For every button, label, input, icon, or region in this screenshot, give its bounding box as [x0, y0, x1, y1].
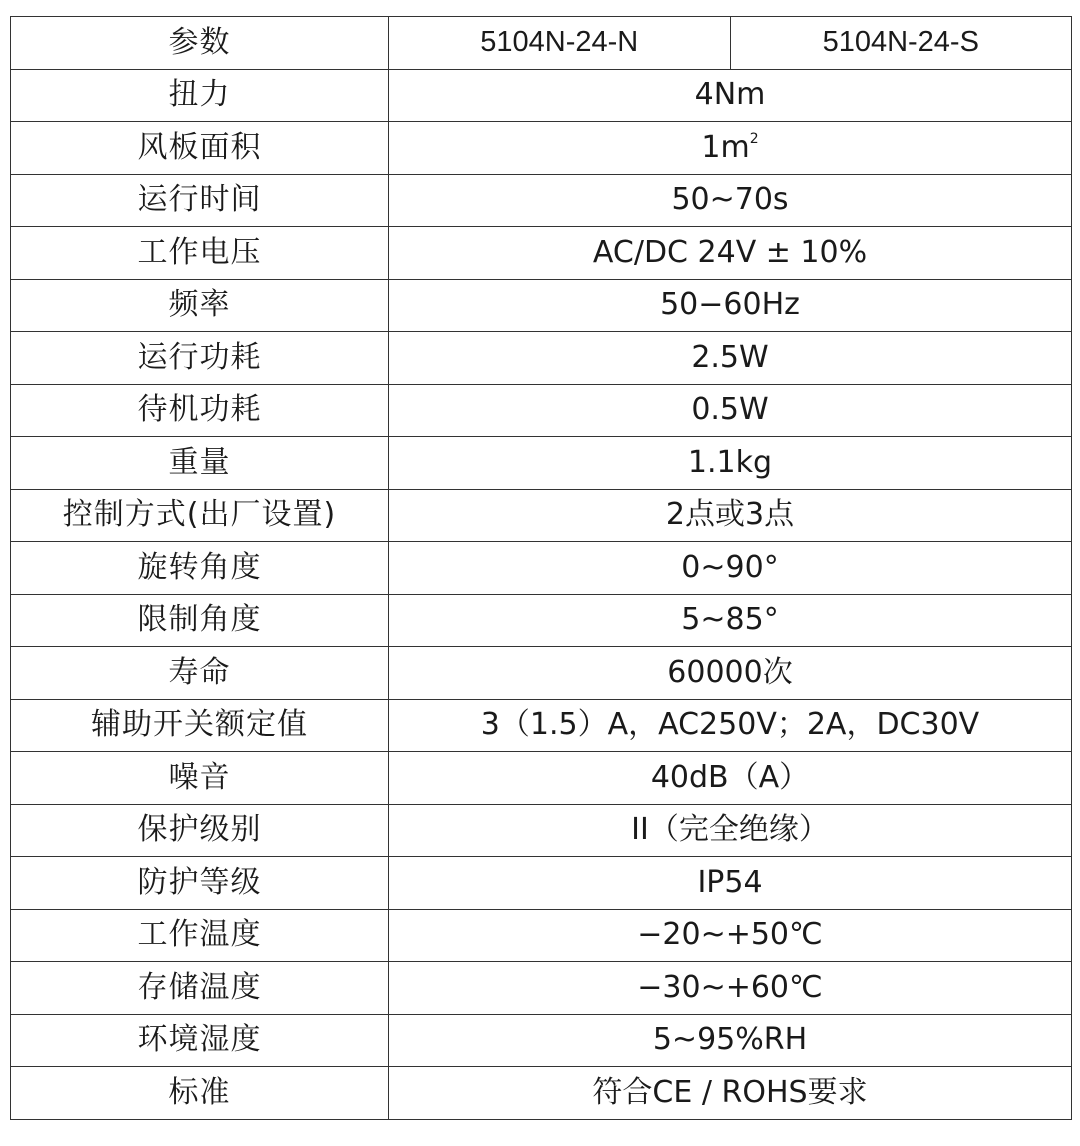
- param-name: 限制角度: [11, 594, 389, 647]
- value-text: 1m: [701, 129, 750, 165]
- param-name: 运行功耗: [11, 332, 389, 385]
- table-row: [11, 542, 1072, 595]
- param-value: 4Nm: [389, 69, 1072, 122]
- param-name: 控制方式(出厂设置): [11, 489, 389, 542]
- table-row: [11, 1014, 1072, 1067]
- spec-table: [10, 16, 1072, 1120]
- param-value: 0~90°: [389, 542, 1072, 595]
- param-value: IP54: [389, 857, 1072, 910]
- param-name: 防护等级: [11, 857, 389, 910]
- table-row: [11, 699, 1072, 752]
- param-value: 60000次: [389, 647, 1072, 700]
- table-row: [11, 804, 1072, 857]
- param-value: 2点或3点: [389, 489, 1072, 542]
- table-row: [11, 489, 1072, 542]
- param-name: 运行时间: [11, 174, 389, 227]
- table-row: [11, 437, 1072, 490]
- param-name: 保护级别: [11, 804, 389, 857]
- param-name: 辅助开关额定值: [11, 699, 389, 752]
- model-header-s: 5104N-24-S: [730, 17, 1072, 70]
- param-value: 符合CE / ROHS要求: [389, 1067, 1072, 1120]
- param-name: 噪音: [11, 752, 389, 805]
- param-name: 扭力: [11, 69, 389, 122]
- param-value: II（完全绝缘）: [389, 804, 1072, 857]
- table-row: [11, 69, 1072, 122]
- table-row: [11, 752, 1072, 805]
- param-name: 寿命: [11, 647, 389, 700]
- table-row: [11, 857, 1072, 910]
- param-value: 5~85°: [389, 594, 1072, 647]
- model-header-n: 5104N-24-N: [389, 17, 731, 70]
- table-row: [11, 647, 1072, 700]
- value-superscript: 2: [749, 130, 759, 147]
- param-name: 标准: [11, 1067, 389, 1120]
- param-value: 3（1.5）A，AC250V；2A，DC30V: [389, 699, 1072, 752]
- param-name: 环境湿度: [11, 1014, 389, 1067]
- param-name: 工作电压: [11, 227, 389, 280]
- table-row: [11, 962, 1072, 1015]
- param-value: 50~70s: [389, 174, 1072, 227]
- param-value: [389, 122, 1072, 175]
- param-name: 重量: [11, 437, 389, 490]
- table-row: [11, 174, 1072, 227]
- param-name: 存储温度: [11, 962, 389, 1015]
- param-value: −30~+60℃: [389, 962, 1072, 1015]
- param-name: 旋转角度: [11, 542, 389, 595]
- table-row: [11, 594, 1072, 647]
- param-value: 0.5W: [389, 384, 1072, 437]
- param-value: −20~+50℃: [389, 909, 1072, 962]
- param-name: 频率: [11, 279, 389, 332]
- table-row: [11, 384, 1072, 437]
- table-row: [11, 1067, 1072, 1120]
- param-value: 50−60Hz: [389, 279, 1072, 332]
- table-row: [11, 122, 1072, 175]
- table-header-row: [11, 17, 1072, 70]
- table-row: [11, 332, 1072, 385]
- table-row: [11, 909, 1072, 962]
- param-value: 5~95%RH: [389, 1014, 1072, 1067]
- param-name: 风板面积: [11, 122, 389, 175]
- table-row: [11, 279, 1072, 332]
- param-value: AC/DC 24V ± 10%: [389, 227, 1072, 280]
- param-value: 2.5W: [389, 332, 1072, 385]
- param-value: 40dB（A）: [389, 752, 1072, 805]
- table-row: [11, 227, 1072, 280]
- param-value: 1.1kg: [389, 437, 1072, 490]
- param-name: 工作温度: [11, 909, 389, 962]
- param-header: 参数: [11, 17, 389, 70]
- param-name: 待机功耗: [11, 384, 389, 437]
